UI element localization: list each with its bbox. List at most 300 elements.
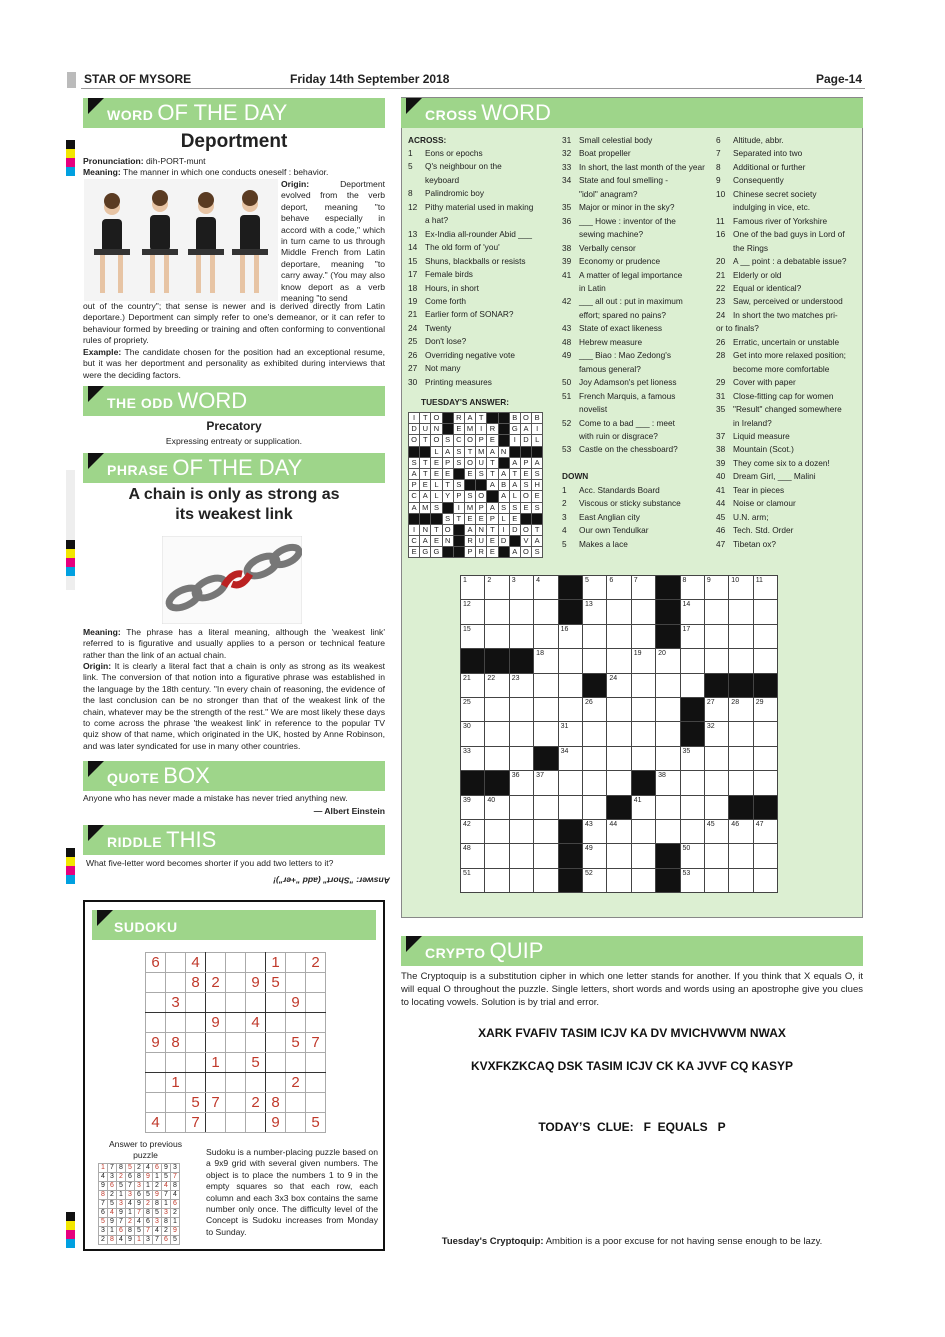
sudoku-cell[interactable] xyxy=(146,1013,166,1033)
crossword-cell[interactable]: 51 xyxy=(461,868,485,892)
answer-cell: C xyxy=(409,536,420,547)
crossword-cell[interactable] xyxy=(485,746,509,770)
sudoku-cell[interactable] xyxy=(286,1113,306,1133)
crossword-cell[interactable] xyxy=(534,600,558,624)
sudoku-cell[interactable] xyxy=(186,1033,206,1053)
answer-cell: 1 xyxy=(117,1191,126,1200)
crossword-cell[interactable] xyxy=(607,697,631,721)
sudoku-cell[interactable]: 5 xyxy=(286,1033,306,1053)
crossword-cell[interactable] xyxy=(534,819,558,843)
clue-item: 8 Additional or further xyxy=(716,161,806,172)
crossword-cell[interactable]: 49 xyxy=(582,844,606,868)
sudoku-cell[interactable] xyxy=(226,1073,246,1093)
crossword-cell[interactable]: 9 xyxy=(704,576,728,600)
sudoku-cell[interactable] xyxy=(306,1053,326,1073)
crossword-cell[interactable] xyxy=(607,868,631,892)
flag-icon xyxy=(406,98,422,114)
crossword-cell xyxy=(485,771,509,795)
crossword-cell[interactable]: 20 xyxy=(656,649,680,673)
crossword-cell[interactable]: 47 xyxy=(753,819,777,843)
crossword-cell[interactable] xyxy=(753,844,777,868)
crossword-cell[interactable] xyxy=(753,746,777,770)
crossword-cell[interactable] xyxy=(680,673,704,697)
sudoku-cell[interactable] xyxy=(306,1013,326,1033)
crossword-cell[interactable]: 32 xyxy=(704,722,728,746)
crossword-cell[interactable]: 31 xyxy=(558,722,582,746)
sudoku-cell[interactable]: 1 xyxy=(166,1073,186,1093)
clue-item: 4 Our own Tendulkar xyxy=(562,525,649,536)
sudoku-cell[interactable] xyxy=(146,993,166,1013)
crossword-cell[interactable] xyxy=(704,746,728,770)
answer-cell: 8 xyxy=(162,1218,171,1227)
crossword-cell[interactable]: 17 xyxy=(680,624,704,648)
sudoku-cell[interactable] xyxy=(166,1053,186,1073)
answer-cell: O xyxy=(409,435,420,446)
crossword-cell[interactable] xyxy=(485,624,509,648)
crossword-cell[interactable] xyxy=(485,722,509,746)
crossword-cell[interactable]: 25 xyxy=(461,697,485,721)
answer-cell: E xyxy=(476,513,487,524)
crossword-cell[interactable]: 18 xyxy=(534,649,558,673)
answer-cell: R xyxy=(476,547,487,558)
sudoku-cell[interactable] xyxy=(206,993,226,1013)
crossword-cell[interactable] xyxy=(534,624,558,648)
answer-cell xyxy=(498,547,509,558)
answer-cell: 7 xyxy=(99,1200,108,1209)
sudoku-cell[interactable] xyxy=(226,993,246,1013)
sudoku-cell[interactable]: 9 xyxy=(286,993,306,1013)
crossword-cell[interactable]: 53 xyxy=(680,868,704,892)
crossword-cell[interactable] xyxy=(656,697,680,721)
answer-cell: A xyxy=(509,547,520,558)
crossword-cell[interactable] xyxy=(582,649,606,673)
crossword-cell[interactable] xyxy=(680,819,704,843)
crossword-cell[interactable]: 46 xyxy=(729,819,753,843)
crossword-cell[interactable] xyxy=(607,649,631,673)
answer-cell: E xyxy=(487,547,498,558)
clue-item: 50 Joy Adamson's pet lioness xyxy=(562,377,677,388)
crossword-cell[interactable] xyxy=(558,673,582,697)
crossword-cell[interactable] xyxy=(485,868,509,892)
crossword-cell[interactable] xyxy=(607,600,631,624)
crossword-cell[interactable]: 36 xyxy=(509,771,533,795)
answer-cell: 8 xyxy=(117,1164,126,1173)
answer-cell: P xyxy=(476,502,487,513)
crossword-cell[interactable] xyxy=(485,819,509,843)
quote-author: — Albert Einstein xyxy=(313,806,385,816)
sudoku-cell[interactable] xyxy=(266,1073,286,1093)
sudoku-cell[interactable] xyxy=(166,1013,186,1033)
sudoku-cell[interactable] xyxy=(166,973,186,993)
answer-cell xyxy=(442,547,453,558)
crossword-cell[interactable]: 13 xyxy=(582,600,606,624)
sudoku-cell[interactable] xyxy=(306,1093,326,1113)
answer-cell: A xyxy=(487,480,498,491)
crossword-cell xyxy=(656,624,680,648)
crossword-cell[interactable] xyxy=(509,697,533,721)
clue-item: 8 Palindromic boy xyxy=(408,188,485,199)
sudoku-cell[interactable] xyxy=(146,1093,166,1113)
crossword-cell[interactable] xyxy=(485,600,509,624)
crossword-cell[interactable]: 11 xyxy=(753,576,777,600)
sudoku-cell[interactable]: 2 xyxy=(286,1073,306,1093)
sudoku-cell[interactable] xyxy=(286,973,306,993)
crossword-cell[interactable] xyxy=(534,795,558,819)
sudoku-cell[interactable]: 3 xyxy=(166,993,186,1013)
clue-item: 26 Erratic, uncertain or unstable xyxy=(716,336,840,347)
clue-item: 38 Mountain (Scot.) xyxy=(716,444,794,455)
crossword-cell[interactable] xyxy=(534,868,558,892)
sudoku-cell[interactable] xyxy=(266,993,286,1013)
crossword-cell[interactable] xyxy=(656,746,680,770)
clue-item: 39 They come six to a dozen! xyxy=(716,457,830,468)
clue-item: 41 Tear in pieces xyxy=(716,484,785,495)
crossword-cell[interactable]: 37 xyxy=(534,771,558,795)
crossword-cell[interactable] xyxy=(704,844,728,868)
sudoku-cell[interactable] xyxy=(206,953,226,973)
sudoku-cell[interactable] xyxy=(266,1033,286,1053)
sudoku-cell[interactable]: 5 xyxy=(306,1113,326,1133)
flag-icon xyxy=(97,910,113,926)
sudoku-cell[interactable] xyxy=(206,1033,226,1053)
sudoku-cell[interactable] xyxy=(266,1053,286,1073)
sudoku-grid[interactable] xyxy=(145,952,326,1133)
crossword-cell[interactable]: 1 xyxy=(461,576,485,600)
crossword-cell xyxy=(729,795,753,819)
answer-cell: 1 xyxy=(144,1182,153,1191)
sudoku-cell[interactable] xyxy=(286,953,306,973)
sudoku-cell[interactable]: 2 xyxy=(306,953,326,973)
crossword-cell[interactable] xyxy=(753,722,777,746)
crossword-cell[interactable]: 21 xyxy=(461,673,485,697)
crossword-cell[interactable] xyxy=(509,819,533,843)
answer-cell: 5 xyxy=(99,1218,108,1227)
crossword-cell[interactable]: 14 xyxy=(680,600,704,624)
sudoku-cell[interactable] xyxy=(206,1073,226,1093)
crossword-cell[interactable] xyxy=(607,722,631,746)
sudoku-cell[interactable] xyxy=(226,973,246,993)
answer-cell: E xyxy=(509,513,520,524)
crossword-cell[interactable] xyxy=(753,600,777,624)
sudoku-cell[interactable] xyxy=(266,1013,286,1033)
sudoku-cell[interactable]: 2 xyxy=(246,1093,266,1113)
crossword-cell[interactable]: 42 xyxy=(461,819,485,843)
crossword-cell[interactable] xyxy=(607,771,631,795)
crossword-cell[interactable] xyxy=(680,649,704,673)
crossword-cell[interactable] xyxy=(509,624,533,648)
sudoku-cell[interactable]: 9 xyxy=(206,1013,226,1033)
crossword-cell[interactable]: 34 xyxy=(558,746,582,770)
crossword-cell[interactable]: 16 xyxy=(558,624,582,648)
sudoku-cell[interactable] xyxy=(226,1113,246,1133)
sudoku-cell[interactable]: 9 xyxy=(146,1033,166,1053)
crossword-cell[interactable] xyxy=(607,746,631,770)
crossword-cell[interactable] xyxy=(704,600,728,624)
crossword-cell[interactable]: 27 xyxy=(704,697,728,721)
sudoku-cell[interactable] xyxy=(166,1113,186,1133)
crossword-cell[interactable] xyxy=(729,649,753,673)
sudoku-cell[interactable] xyxy=(246,1033,266,1053)
sudoku-cell[interactable]: 7 xyxy=(306,1033,326,1053)
answer-cell: U xyxy=(420,424,431,435)
crossword-cell[interactable]: 8 xyxy=(680,576,704,600)
crossword-cell[interactable] xyxy=(631,624,655,648)
crossword-cell[interactable]: 38 xyxy=(656,771,680,795)
sudoku-cell[interactable] xyxy=(246,993,266,1013)
sudoku-cell[interactable]: 5 xyxy=(246,1053,266,1073)
crossword-cell[interactable]: 41 xyxy=(631,795,655,819)
crossword-cell[interactable]: 33 xyxy=(461,746,485,770)
sudoku-cell[interactable] xyxy=(146,1053,166,1073)
sudoku-cell[interactable] xyxy=(186,993,206,1013)
crossword-cell[interactable] xyxy=(582,771,606,795)
answer-cell: P xyxy=(453,491,464,502)
sudoku-cell[interactable] xyxy=(286,1093,306,1113)
clue-item: 19 Come forth xyxy=(408,295,467,306)
crossword-cell[interactable]: 30 xyxy=(461,722,485,746)
sudoku-cell[interactable]: 8 xyxy=(186,973,206,993)
crossword-cell[interactable]: 22 xyxy=(485,673,509,697)
answer-cell: 3 xyxy=(126,1191,135,1200)
answer-cell: S xyxy=(509,502,520,513)
sudoku-cell[interactable]: 7 xyxy=(186,1113,206,1133)
crossword-cell[interactable] xyxy=(631,746,655,770)
sudoku-cell[interactable] xyxy=(166,953,186,973)
crossword-cell[interactable]: 26 xyxy=(582,697,606,721)
crossword-cell[interactable] xyxy=(729,771,753,795)
sudoku-cell[interactable]: 1 xyxy=(206,1053,226,1073)
crossword-cell[interactable] xyxy=(704,624,728,648)
sudoku-cell[interactable] xyxy=(186,1053,206,1073)
sudoku-cell[interactable] xyxy=(146,973,166,993)
color-mark xyxy=(66,1230,75,1239)
answer-cell: E xyxy=(409,547,420,558)
sudoku-cell[interactable] xyxy=(226,1053,246,1073)
crossword-cell[interactable] xyxy=(729,868,753,892)
crossword-cell[interactable] xyxy=(656,673,680,697)
sudoku-cell[interactable]: 9 xyxy=(266,1113,286,1133)
crossword-cell[interactable] xyxy=(534,673,558,697)
sudoku-cell[interactable] xyxy=(226,1033,246,1053)
crossword-cell[interactable] xyxy=(509,746,533,770)
crossword-cell[interactable]: 45 xyxy=(704,819,728,843)
crossword-cell[interactable] xyxy=(534,722,558,746)
crossword-cell xyxy=(680,722,704,746)
crossword-cell[interactable] xyxy=(680,771,704,795)
flag-icon xyxy=(88,98,104,114)
answer-cell: I xyxy=(532,424,543,435)
crossword-cell[interactable] xyxy=(753,868,777,892)
crossword-cell[interactable] xyxy=(509,722,533,746)
color-mark xyxy=(66,149,75,158)
sudoku-cell[interactable] xyxy=(286,1053,306,1073)
crossword-cell[interactable]: 44 xyxy=(607,819,631,843)
sudoku-cell[interactable]: 5 xyxy=(266,973,286,993)
color-mark xyxy=(66,549,75,558)
sudoku-cell[interactable] xyxy=(186,1073,206,1093)
crossword-cell[interactable] xyxy=(534,697,558,721)
sudoku-cell[interactable]: 6 xyxy=(146,953,166,973)
crossword-cell[interactable] xyxy=(485,844,509,868)
crossword-cell[interactable]: 19 xyxy=(631,649,655,673)
odd-word-def: Expressing entreaty or supplication. xyxy=(165,436,303,446)
answer-cell: 3 xyxy=(153,1218,162,1227)
sudoku-cell[interactable]: 1 xyxy=(266,953,286,973)
crossword-cell[interactable] xyxy=(729,600,753,624)
crossword-cell[interactable] xyxy=(582,746,606,770)
answer-cell: 6 xyxy=(162,1236,171,1245)
crossword-cell[interactable]: 24 xyxy=(607,673,631,697)
crossword-cell[interactable] xyxy=(631,868,655,892)
sudoku-cell[interactable]: 7 xyxy=(206,1093,226,1113)
crossword-cell[interactable] xyxy=(729,624,753,648)
across-label: ACROSS: xyxy=(408,135,447,145)
answer-cell: O xyxy=(476,491,487,502)
crossword-cell[interactable] xyxy=(509,868,533,892)
answer-cell: O xyxy=(431,435,442,446)
sudoku-cell[interactable]: 8 xyxy=(166,1033,186,1053)
crossword-cell[interactable] xyxy=(704,868,728,892)
crossword-cell[interactable]: 12 xyxy=(461,600,485,624)
crossword-cell[interactable]: 3 xyxy=(509,576,533,600)
answer-cell: S xyxy=(409,457,420,468)
sudoku-cell[interactable] xyxy=(246,1073,266,1093)
crossword-cell[interactable] xyxy=(656,819,680,843)
answer-cell: S xyxy=(453,446,464,457)
sudoku-cell[interactable] xyxy=(226,1013,246,1033)
crossword-cell[interactable] xyxy=(704,771,728,795)
answer-cell: C xyxy=(453,435,464,446)
crossword-grid[interactable] xyxy=(460,575,778,893)
sudoku-cell[interactable]: 4 xyxy=(146,1113,166,1133)
answer-cell: G xyxy=(509,424,520,435)
answer-cell: A xyxy=(532,457,543,468)
answer-cell: U xyxy=(476,536,487,547)
crossword-cell[interactable] xyxy=(509,795,533,819)
crossword-cell[interactable]: 29 xyxy=(753,697,777,721)
crossword-cell[interactable] xyxy=(704,649,728,673)
sudoku-cell[interactable] xyxy=(246,953,266,973)
crossword-cell[interactable] xyxy=(680,795,704,819)
sudoku-cell[interactable] xyxy=(186,1013,206,1033)
sudoku-cell[interactable] xyxy=(226,953,246,973)
crossword-cell[interactable]: 6 xyxy=(607,576,631,600)
sudoku-cell[interactable]: 5 xyxy=(186,1093,206,1113)
sudoku-cell[interactable] xyxy=(286,1013,306,1033)
sudoku-cell[interactable] xyxy=(166,1093,186,1113)
sudoku-cell[interactable] xyxy=(146,1073,166,1093)
crossword-cell[interactable]: 39 xyxy=(461,795,485,819)
clue-item: 21 Earlier form of SONAR? xyxy=(408,309,514,320)
crossword-cell[interactable] xyxy=(582,795,606,819)
crossword-cell[interactable]: 48 xyxy=(461,844,485,868)
crossword-cell xyxy=(582,673,606,697)
answer-cell xyxy=(532,513,543,524)
crossword-cell[interactable] xyxy=(534,844,558,868)
crossword-cell[interactable] xyxy=(582,722,606,746)
crossword-cell[interactable] xyxy=(656,795,680,819)
crossword-cell[interactable]: 40 xyxy=(485,795,509,819)
crossword-cell[interactable] xyxy=(729,722,753,746)
crossword-cell[interactable]: 10 xyxy=(729,576,753,600)
crossword-cell[interactable]: 2 xyxy=(485,576,509,600)
crossword-cell[interactable] xyxy=(729,746,753,770)
clue-item: 16 One of the bad guys in Lord of xyxy=(716,229,845,240)
crossword-cell[interactable]: 15 xyxy=(461,624,485,648)
crossword-cell[interactable] xyxy=(582,624,606,648)
crossword-cell xyxy=(753,673,777,697)
clue-item: 24 In short the two matches pri- xyxy=(716,309,838,320)
answer-cell: 9 xyxy=(108,1218,117,1227)
crossword-cell xyxy=(753,795,777,819)
crossword-cell[interactable]: 52 xyxy=(582,868,606,892)
crossword-cell[interactable]: 7 xyxy=(631,576,655,600)
crossword-cell[interactable] xyxy=(631,697,655,721)
crossword-cell[interactable]: 23 xyxy=(509,673,533,697)
crossword-cell[interactable] xyxy=(509,600,533,624)
answer-cell: T xyxy=(420,413,431,424)
clue-item: indulging in vice, etc. xyxy=(733,202,811,213)
crossword-cell[interactable] xyxy=(558,771,582,795)
crossword-cell[interactable]: 43 xyxy=(582,819,606,843)
sudoku-cell[interactable]: 4 xyxy=(186,953,206,973)
crossword-cell[interactable] xyxy=(631,600,655,624)
crossword-cell[interactable] xyxy=(753,771,777,795)
clue-item: 51 French Marquis, a famous xyxy=(562,390,676,401)
crossword-cell[interactable] xyxy=(753,649,777,673)
sudoku-cell[interactable] xyxy=(206,1113,226,1133)
crossword-cell[interactable] xyxy=(509,844,533,868)
crossword-cell[interactable] xyxy=(485,697,509,721)
crossword-cell[interactable] xyxy=(558,795,582,819)
crossword-cell[interactable]: 4 xyxy=(534,576,558,600)
sudoku-cell[interactable]: 8 xyxy=(266,1093,286,1113)
crossword-cell[interactable]: 5 xyxy=(582,576,606,600)
color-mark xyxy=(66,857,75,866)
crossword-cell[interactable] xyxy=(753,624,777,648)
clue-item: a hat? xyxy=(425,215,449,226)
answer-cell xyxy=(420,446,431,457)
crossword-cell[interactable] xyxy=(558,649,582,673)
answer-cell: T xyxy=(420,457,431,468)
crossword-cell[interactable] xyxy=(631,844,655,868)
crossword-cell[interactable] xyxy=(607,624,631,648)
crossword-cell[interactable] xyxy=(558,697,582,721)
answer-cell: 4 xyxy=(108,1209,117,1218)
sudoku-cell[interactable] xyxy=(226,1093,246,1113)
crossword-cell[interactable] xyxy=(656,722,680,746)
crossword-cell[interactable] xyxy=(729,844,753,868)
answer-cell xyxy=(442,413,453,424)
crossword-cell[interactable]: 28 xyxy=(729,697,753,721)
answer-cell: A xyxy=(442,446,453,457)
sudoku-cell[interactable]: 9 xyxy=(246,973,266,993)
crossword-cell[interactable] xyxy=(607,844,631,868)
crossword-cell[interactable] xyxy=(704,795,728,819)
crossword-cell[interactable] xyxy=(631,673,655,697)
crossword-cell[interactable] xyxy=(631,722,655,746)
sudoku-cell[interactable] xyxy=(246,1113,266,1133)
crossword-cell[interactable]: 35 xyxy=(680,746,704,770)
crossword-cell[interactable] xyxy=(631,819,655,843)
answer-cell: O xyxy=(431,413,442,424)
sudoku-cell[interactable] xyxy=(306,1073,326,1093)
sudoku-cell[interactable] xyxy=(306,993,326,1013)
sudoku-cell[interactable]: 2 xyxy=(206,973,226,993)
crossword-cell[interactable]: 50 xyxy=(680,844,704,868)
sudoku-cell[interactable] xyxy=(306,973,326,993)
sudoku-cell[interactable]: 4 xyxy=(246,1013,266,1033)
